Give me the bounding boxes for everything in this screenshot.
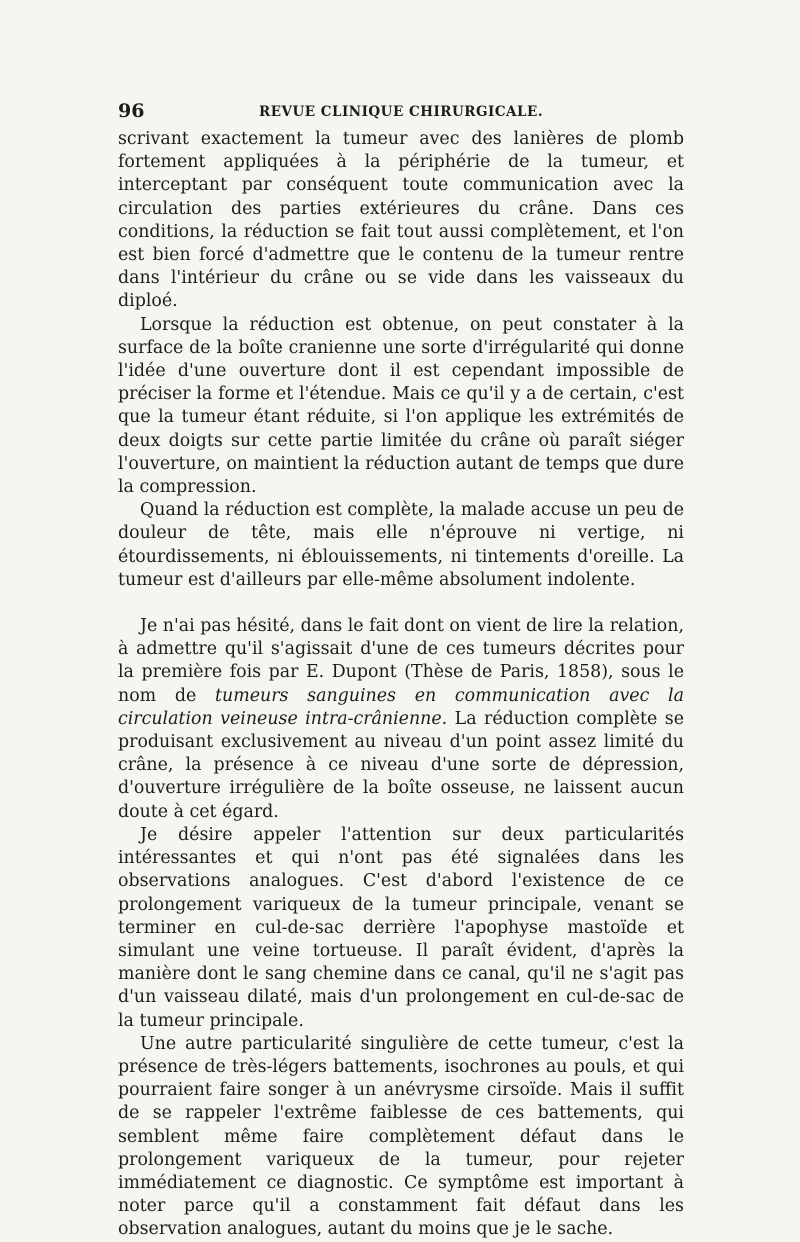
paragraph-4-start: Je n'ai pas hésité, dans le fait dont on vient de lire la relation, à admettre qu'il s'agissait d'une de ces tumeurs décrites pour la première fois par E. Dupont (Thèse de Paris, 1858), sous le nom de [118, 616, 684, 706]
paragraph-4-end: La réduction complète se produisant exclusivement au niveau d'un point assez limité du crâne, la présence à ce niveau d'une sorte de dépression, d'ouverture irrégulière de la boîte osseuse, ne laissent aucun doute à cet égard. [118, 708, 684, 822]
page-number: 96 [118, 100, 145, 122]
paragraph-1: scrivant exactement la tumeur avec des lanières de plomb fortement appliquées à la périphérie de la tumeur, et interceptant par conséquent toute communication avec la circulation des parties extérieures du crâne. Dans ces conditions, la réduction se fait tout aussi complètement, et l'on est bien forcé d'admettre que le contenu de la tumeur rentre dans l'intérieur du crâne ou se vide dans les vaisseaux du diploé. [118, 129, 684, 312]
paragraph-2: Lorsque la réduction est obtenue, on peut constater à la surface de la boîte cranienne une sorte d'irrégularité qui donne l'idée d'une ouverture dont il est cependant impossible de préciser la forme et l'étendue. Mais ce qu'il y a de certain, c'est que la tumeur étant réduite, si l'on applique les extrémités de deux doigts sur cette partie limitée du crâne où paraît siéger l'ouverture, on maintient la réduction autant de temps que dure la compression. [118, 314, 684, 498]
paragraph-5: Je désire appeler l'attention sur deux particularités intéressantes et qui n'ont pas été signalées dans les observations analogues. C'est d'abord l'existence de ce prolongement variqueux de la tumeur principale, venant se terminer en cul-de-sac derrière l'apophyse mastoïde et simulant une veine tortueuse. Il paraît évident, d'après la manière dont le sang chemine dans ce canal, qu'il ne s'agit pas d'un vaisseau dilaté, mais d'un prolongement en cul-de-sac de la tumeur principale. [118, 824, 684, 1031]
paragraph-3: Quand la réduction est complète, la malade accuse un peu de douleur de tête, mais elle n'éprouve ni vertige, ni étourdissements, ni éblouissements, ni tintements d'oreille. La tumeur est d'ailleurs par elle-même absolument indolente. [118, 500, 684, 590]
page-body [118, 128, 684, 1242]
paragraph-6: Une autre particularité singulière de cette tumeur, c'est la présence de très-légers battements, isochrones au pouls, et qui pourraient faire songer à un anévrysme cirsoïde. Mais il suffit de se rappeler l'extrême faiblesse de ces battements, qui semblent même faire complètement défaut dans le prolongement variqueux de la tumeur, pour rejeter immédiatement ce diagnostic. Ce symptôme est important à noter parce qu'il a constamment fait défaut dans les observation analogues, autant du moins que je le sache. [118, 1033, 684, 1240]
paragraph-4 [118, 615, 684, 824]
paragraph-4-italic-term: tumeurs sanguines en communication avec la circulation veineuse intra-crânienne. [118, 685, 684, 729]
page-header [118, 100, 684, 124]
running-title: REVUE CLINIQUE CHIRURGICALE. [258, 104, 544, 120]
